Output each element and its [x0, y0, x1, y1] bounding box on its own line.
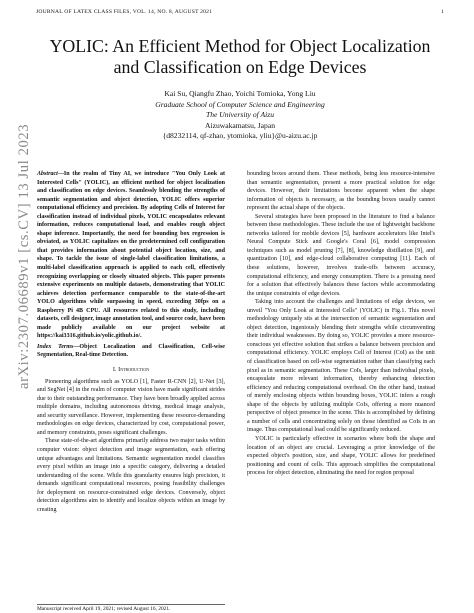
author-university: The University of Aizu: [206, 110, 274, 120]
intro-paragraph-2: These state-of-the-art algorithms primarily address two major tasks within computer vision: object detection and image segmentation, each offering unique advantages and limitations. Semantic segmentation model classifies every pixel within an image into a specific category, delivering a detailed understanding of the scene. While this granularity ensures high precision, it demands significant computational resources, posing feasibility challenges for deployment on resource-constrained edge devices. Conversely, object detection algorithms aim to identify and localize objects within an image by creating: [37, 438, 225, 513]
author-city: Aizuwakamatsu, Japan: [204, 120, 275, 130]
journal-header: JOURNAL OF LATEX CLASS FILES, VOL. 14, NO. 8, AUGUST 2021: [36, 9, 213, 15]
index-terms: [37, 343, 225, 360]
index-terms-body: —Object Localization and Classification, Cell-wise Segmentation, Real-time Detection.: [37, 343, 225, 359]
author-emails: {d8232114, qf-zhao, ytomioka, yliu}@u-aizu.ac.jp: [162, 131, 318, 141]
section-title-introduction: I. Introduction: [112, 366, 150, 374]
page-number: 1: [441, 9, 444, 15]
left-column: [37, 170, 225, 514]
manuscript-footnote: Manuscript received April 19, 2021; revised August 16, 2021.: [37, 604, 225, 613]
paper-title: YOLIC: An Efficient Method for Object Localization and Classification on Edge Devices: [49, 36, 431, 77]
abstract: [37, 170, 225, 341]
author-names: Kai Su, Qiangfu Zhao, Yoichi Tomioka, Yong Liu: [164, 89, 316, 98]
author-block: [40, 89, 440, 142]
abstract-body: —In the realm of Tiny AI, we introduce "You Only Look at Interested Cells" (YOLIC), an efficient method for object localization and classification on edge devices. Seamlessly blending the strengths of semantic segmentation and object detection, YOLIC offers superior computational efficiency and precision. By adopting Cells of Interest for classification instead of individual pixels, YOLIC encapsulates relevant information, reduces computational load, and enables rough object shape inference. Importantly, the need for bounding box regression is obviated, as YOLIC capitalizes on the predetermined cell configuration that provides information about potential object location, size, and shape. To tackle the issue of single-label classification limitations, a multi-label classification approach is applied to each cell, effectively recognizing overlapping or closely situated objects. This paper presents extensive experiments on multiple datasets, demonstrating that YOLIC achieves detection performance comparable to the state-of-the-art YOLO algorithms while surpassing in speed, exceeding 30fps on a Raspberry Pi 4B CPU. All resources related to this study, including datasets, cell designer, image annotation tool, and source code, have been made publicly available on our project website at https://kai3316.github.io/yolic.github.io/.: [37, 171, 225, 340]
running-header: [36, 9, 444, 17]
author-school: Graduate School of Computer Science and Engineering: [155, 99, 325, 109]
right-paragraph-4: YOLIC is particularly effective in scenarios where both the shape and location of an object are crucial. Leveraging a prior knowledge of the expected object's position, size, and shape, YOLIC allows for predefined positioning and count of cells. This approach simplifies the computational process for object detection, eliminating the need for region proposal: [247, 435, 435, 477]
index-terms-lead: Index Terms: [37, 343, 74, 350]
abstract-lead: Abstract: [37, 171, 58, 177]
right-paragraph-3: Taking into account the challenges and limitations of edge devices, we unveil "You Only Look at Interested Cells" (YOLIC) in Fig.1. This novel methodology uniquely sits at the intersection of semantic segmentation and object detection, ingeniously blending their strengths while circumventing their individual weaknesses. By doing so, YOLIC provides a more resource-conscious yet effective solution that strikes a balance between precision and computational efficiency. YOLIC employs Cell of Interest (CoI) as the unit of classification based on cell-wise segmentation rather than classifying each pixel as in semantic segmentation. These CoIs, larger than individual pixels, encapsulate more relevant information, thereby enhancing detection efficiency and reducing computational overhead. On the other hand, instead of merely enclosing objects within bounding boxes, YOLIC infers a rough shape of the objects by utilizing multiple CoIs, offering a more nuanced perspective of object presence in the scene. This is accomplished by defining a number of cells and concentrating solely on those identified as CoIs in an image. Thus computational load could be significantly reduced.: [247, 299, 435, 434]
arxiv-stamp: arXiv:2307.06689v1 [cs.CV] 13 Jul 2023: [16, 123, 32, 389]
intro-paragraph-1: Pioneering algorithms such as YOLO [1], Faster R-CNN [2], U-Net [3], and SegNet [4] in the realm of computer vision have made significant strides due to their outstanding performance. They have been broadly applied across multiple domains, including autonomous driving, medical image analysis, and security surveillance. However, implementing these resource-demanding methodologies on edge devices, characterized by cost, computational power, and memory constraints, poses significant challenges.: [37, 378, 225, 436]
right-paragraph-2: Several strategies have been proposed in the literature to find a balance between these methodologies. These include the use of lightweight backbone networks tailored for mobile devices [5], hardware accelerators like Intel's Neural Compute Stick and Google's Coral [6], model compression techniques such as model pruning [7], [8], knowledge distillation [9], and quantization [10], and edge-cloud collaborative computing [11]. Each of these solutions, however, involves trade-offs between accuracy, computational efficiency, and energy consumption. There is a pressing need for a solution that effectively balances these factors while accommodating the unique constraints of edge devices.: [247, 213, 435, 297]
right-column: [247, 170, 435, 478]
right-paragraph-1: bounding boxes around them. These methods, being less resource-intensive than semantic segmentation, present a more practical solution for edge devices. However, their limitations become apparent when the shape information of objects is necessary, as the bounding boxes usually cannot represent the actual shape of the objects.: [247, 171, 435, 212]
